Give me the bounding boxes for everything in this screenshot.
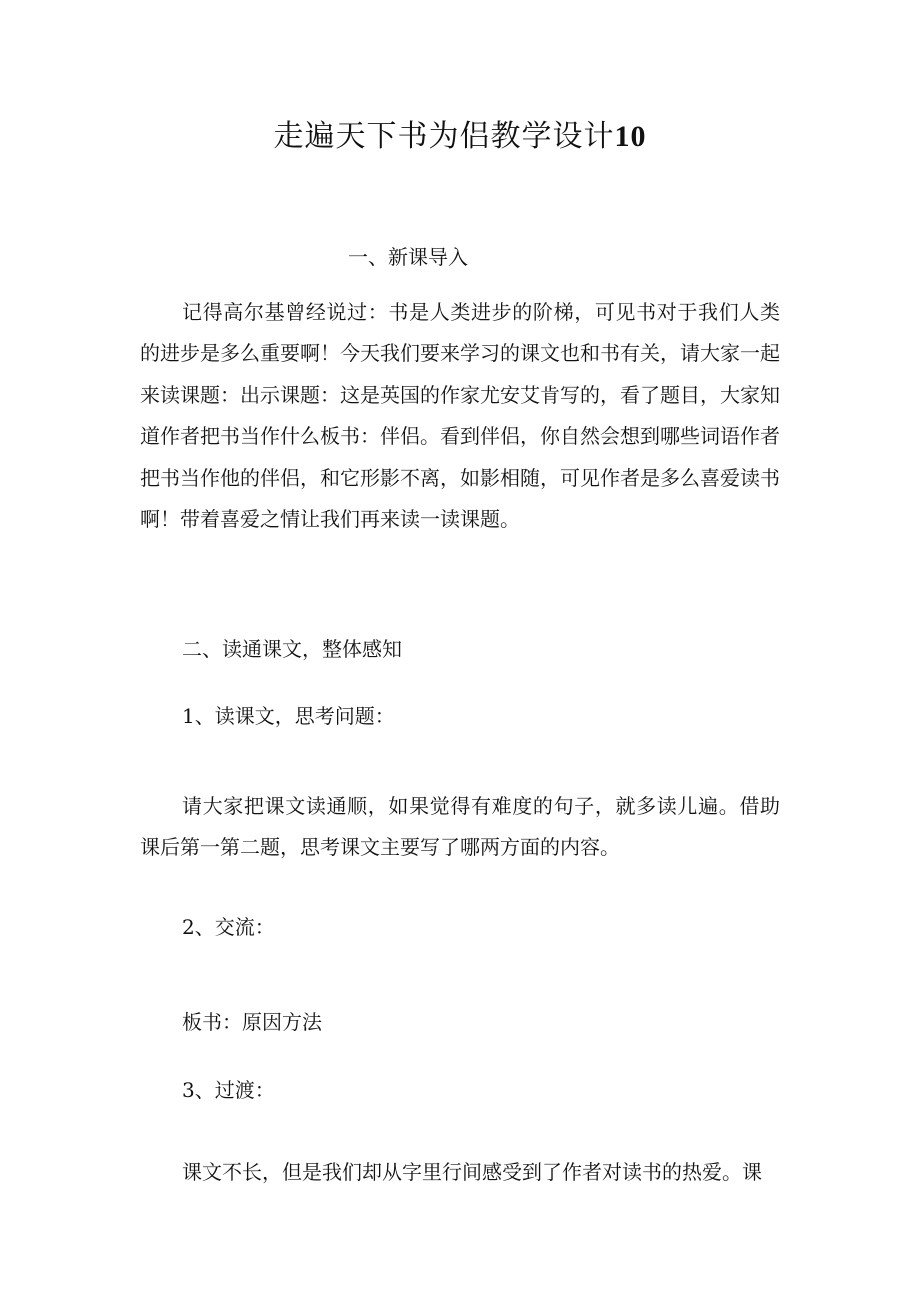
item-2-board-note: 板书：原因方法 [182, 1010, 322, 1034]
item-3-heading: 3、过渡： [182, 1078, 275, 1102]
item-1-heading: 1、读课文，思考问题： [182, 704, 395, 728]
document-title-number: 10 [614, 120, 647, 153]
item-1-paragraph: 请大家把课文读通顺，如果觉得有难度的句子，就多读儿遍。借助课后第一第二题，思考课文主要写了哪两方面的内容。 [140, 794, 780, 860]
item-2-heading: 2、交流： [182, 915, 275, 939]
item-3-paragraph: 课文不长，但是我们却从字里行间感受到了作者对读书的热爱。课 [182, 1160, 762, 1184]
section-1-paragraph: 记得高尔基曾经说过：书是人类进步的阶梯，可见书对于我们人类的进步是多么重要啊！今天我们要来学习的课文也和书有关，请大家一起来读课题：出示课题：这是英国的作家尤安艾肯写的，看了题目，大家知道作者把书当作什么板书：伴侣。看到伴侣，你自然会想到哪些词语作者把书当作他的伴侣，和它形影不离，如影相随，可见作者是多么喜爱读书啊！带着喜爱之情让我们再来读一读课题。 [140, 300, 780, 532]
document-title [0, 112, 920, 162]
document-title-text: 走遍天下书为侣教学设计 [273, 119, 615, 154]
section-1-heading: 一、新课导入 [348, 245, 468, 269]
section-2-heading: 二、读通课文，整体感知 [182, 637, 402, 661]
